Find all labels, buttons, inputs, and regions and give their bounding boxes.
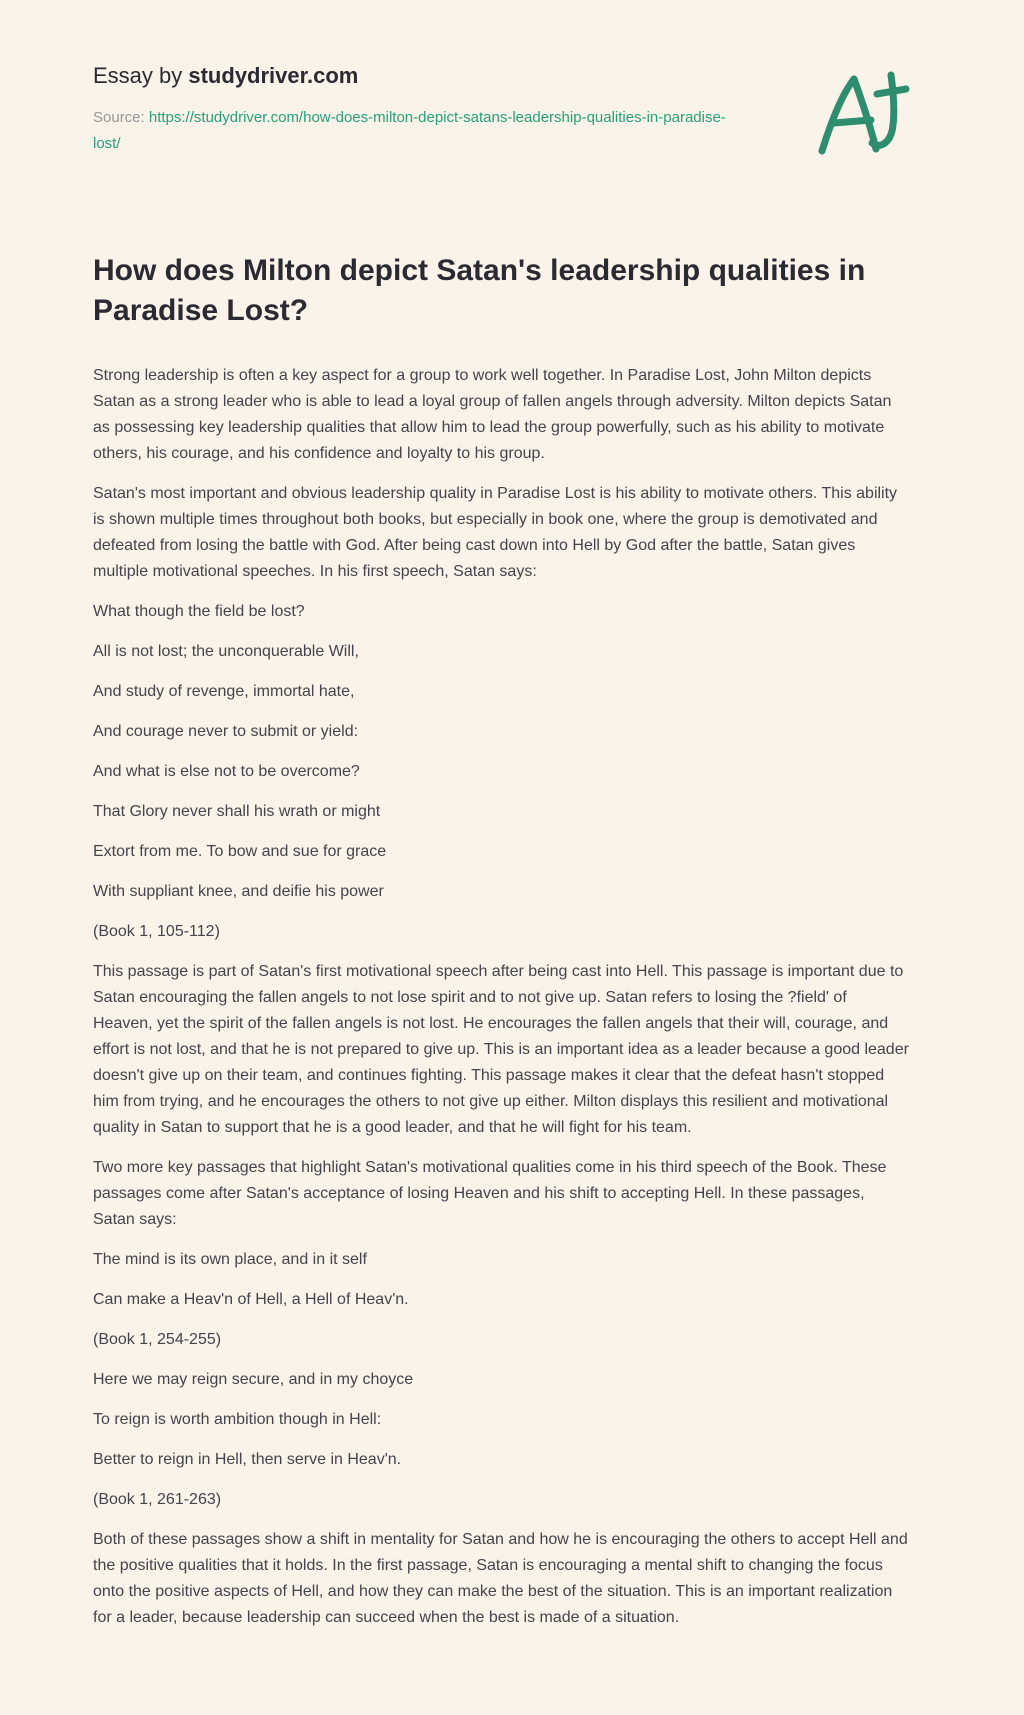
byline bbox=[93, 63, 753, 89]
quote-line: And study of revenge, immortal hate, bbox=[93, 683, 355, 700]
source-line bbox=[93, 105, 753, 157]
header bbox=[93, 63, 910, 159]
source-label: Source: bbox=[93, 109, 149, 126]
essay-body bbox=[93, 251, 910, 1631]
citation: (Book 1, 261-263) bbox=[93, 1491, 222, 1508]
quote-line: What though the field be lost? bbox=[93, 603, 305, 620]
citation: (Book 1, 105-112) bbox=[93, 923, 220, 940]
quote-line: Better to reign in Hell, then serve in Heav'n. bbox=[93, 1451, 402, 1468]
essay-paragraph: This passage is part of Satan's first motivational speech after being cast into Hell. This passage is important due to Satan encouraging the fallen angels to not lose spirit and to not give up. Satan refers to losing the ?field' of Heaven, yet the spirit of the fallen angels is not lost. He encourages the fallen angels that their will, courage, and effort is not lost, and that he is not prepared to give up. This is an important idea as a leader because a good leader doesn't give up on their team, and continues fighting. This passage makes it clear that the defeat hasn't stopped him from trying, and he encourages the others to not give up either. Milton displays this resilient and motivational quality in Satan to support that he is a good leader, and that he will fight for his team. bbox=[93, 963, 909, 1136]
quote-line: With suppliant knee, and deifie his power bbox=[93, 883, 384, 900]
studydriver-logo-icon bbox=[814, 69, 910, 159]
essay-title: How does Milton depict Satan's leadership qualities in Paradise Lost? bbox=[93, 254, 866, 327]
quote-line: Here we may reign secure, and in my choyce bbox=[93, 1371, 414, 1388]
quote-line: To reign is worth ambition though in Hell: bbox=[93, 1411, 382, 1428]
quote-line: That Glory never shall his wrath or might bbox=[93, 803, 381, 820]
quote-line: Can make a Heav'n of Hell, a Hell of Heav'n. bbox=[93, 1291, 409, 1308]
citation: (Book 1, 254-255) bbox=[93, 1331, 222, 1348]
essay-paragraph: Satan's most important and obvious leadership quality in Paradise Lost is his ability to motivate others. This ability is shown multiple times throughout both books, but especially in book one, where the group is demotivated and defeated from losing the battle with God. After being cast down into Hell by God after the battle, Satan gives multiple motivational speeches. In his first speech, Satan says: bbox=[93, 485, 898, 580]
quote-line: The mind is its own place, and in it self bbox=[93, 1251, 367, 1268]
body-copy bbox=[93, 363, 910, 1631]
site-name: studydriver.com bbox=[188, 63, 359, 88]
essay-paragraph: Two more key passages that highlight Satan's motivational qualities come in his third speech of the Book. These passages come after Satan's acceptance of losing Heaven and his shift to accepting Hell. In these passages, Satan says: bbox=[93, 1159, 887, 1228]
essay-paragraph: Strong leadership is often a key aspect for a group to work well together. In Paradise Lost, John Milton depicts Satan as a strong leader who is able to lead a loyal group of fallen angels through adversity. Milton depicts Satan as possessing key leadership qualities that allow him to lead the group powerfully, such as his ability to motivate others, his courage, and his confidence and loyalty to his group. bbox=[93, 367, 892, 462]
quote-line: And courage never to submit or yield: bbox=[93, 723, 359, 740]
quote-line: Extort from me. To bow and sue for grace bbox=[93, 843, 387, 860]
header-left bbox=[93, 63, 753, 157]
quote-line: And what is else not to be overcome? bbox=[93, 763, 360, 780]
source-link[interactable]: https://studydriver.com/how-does-milton-depict-satans-leadership-qualities-in-paradise-lost/ bbox=[93, 109, 726, 152]
byline-prefix: Essay by bbox=[93, 63, 189, 88]
essay-paragraph: Both of these passages show a shift in mentality for Satan and how he is encouraging the others to accept Hell and the positive qualities that it holds. In the first passage, Satan is encouraging a mental shift to changing the focus onto the positive aspects of Hell, and how they can make the best of the situation. This is an important realization for a leader, because leadership can succeed when the best is made of a situation. bbox=[93, 1531, 908, 1626]
quote-line: All is not lost; the unconquerable Will, bbox=[93, 643, 359, 660]
logo-svg bbox=[814, 69, 910, 159]
